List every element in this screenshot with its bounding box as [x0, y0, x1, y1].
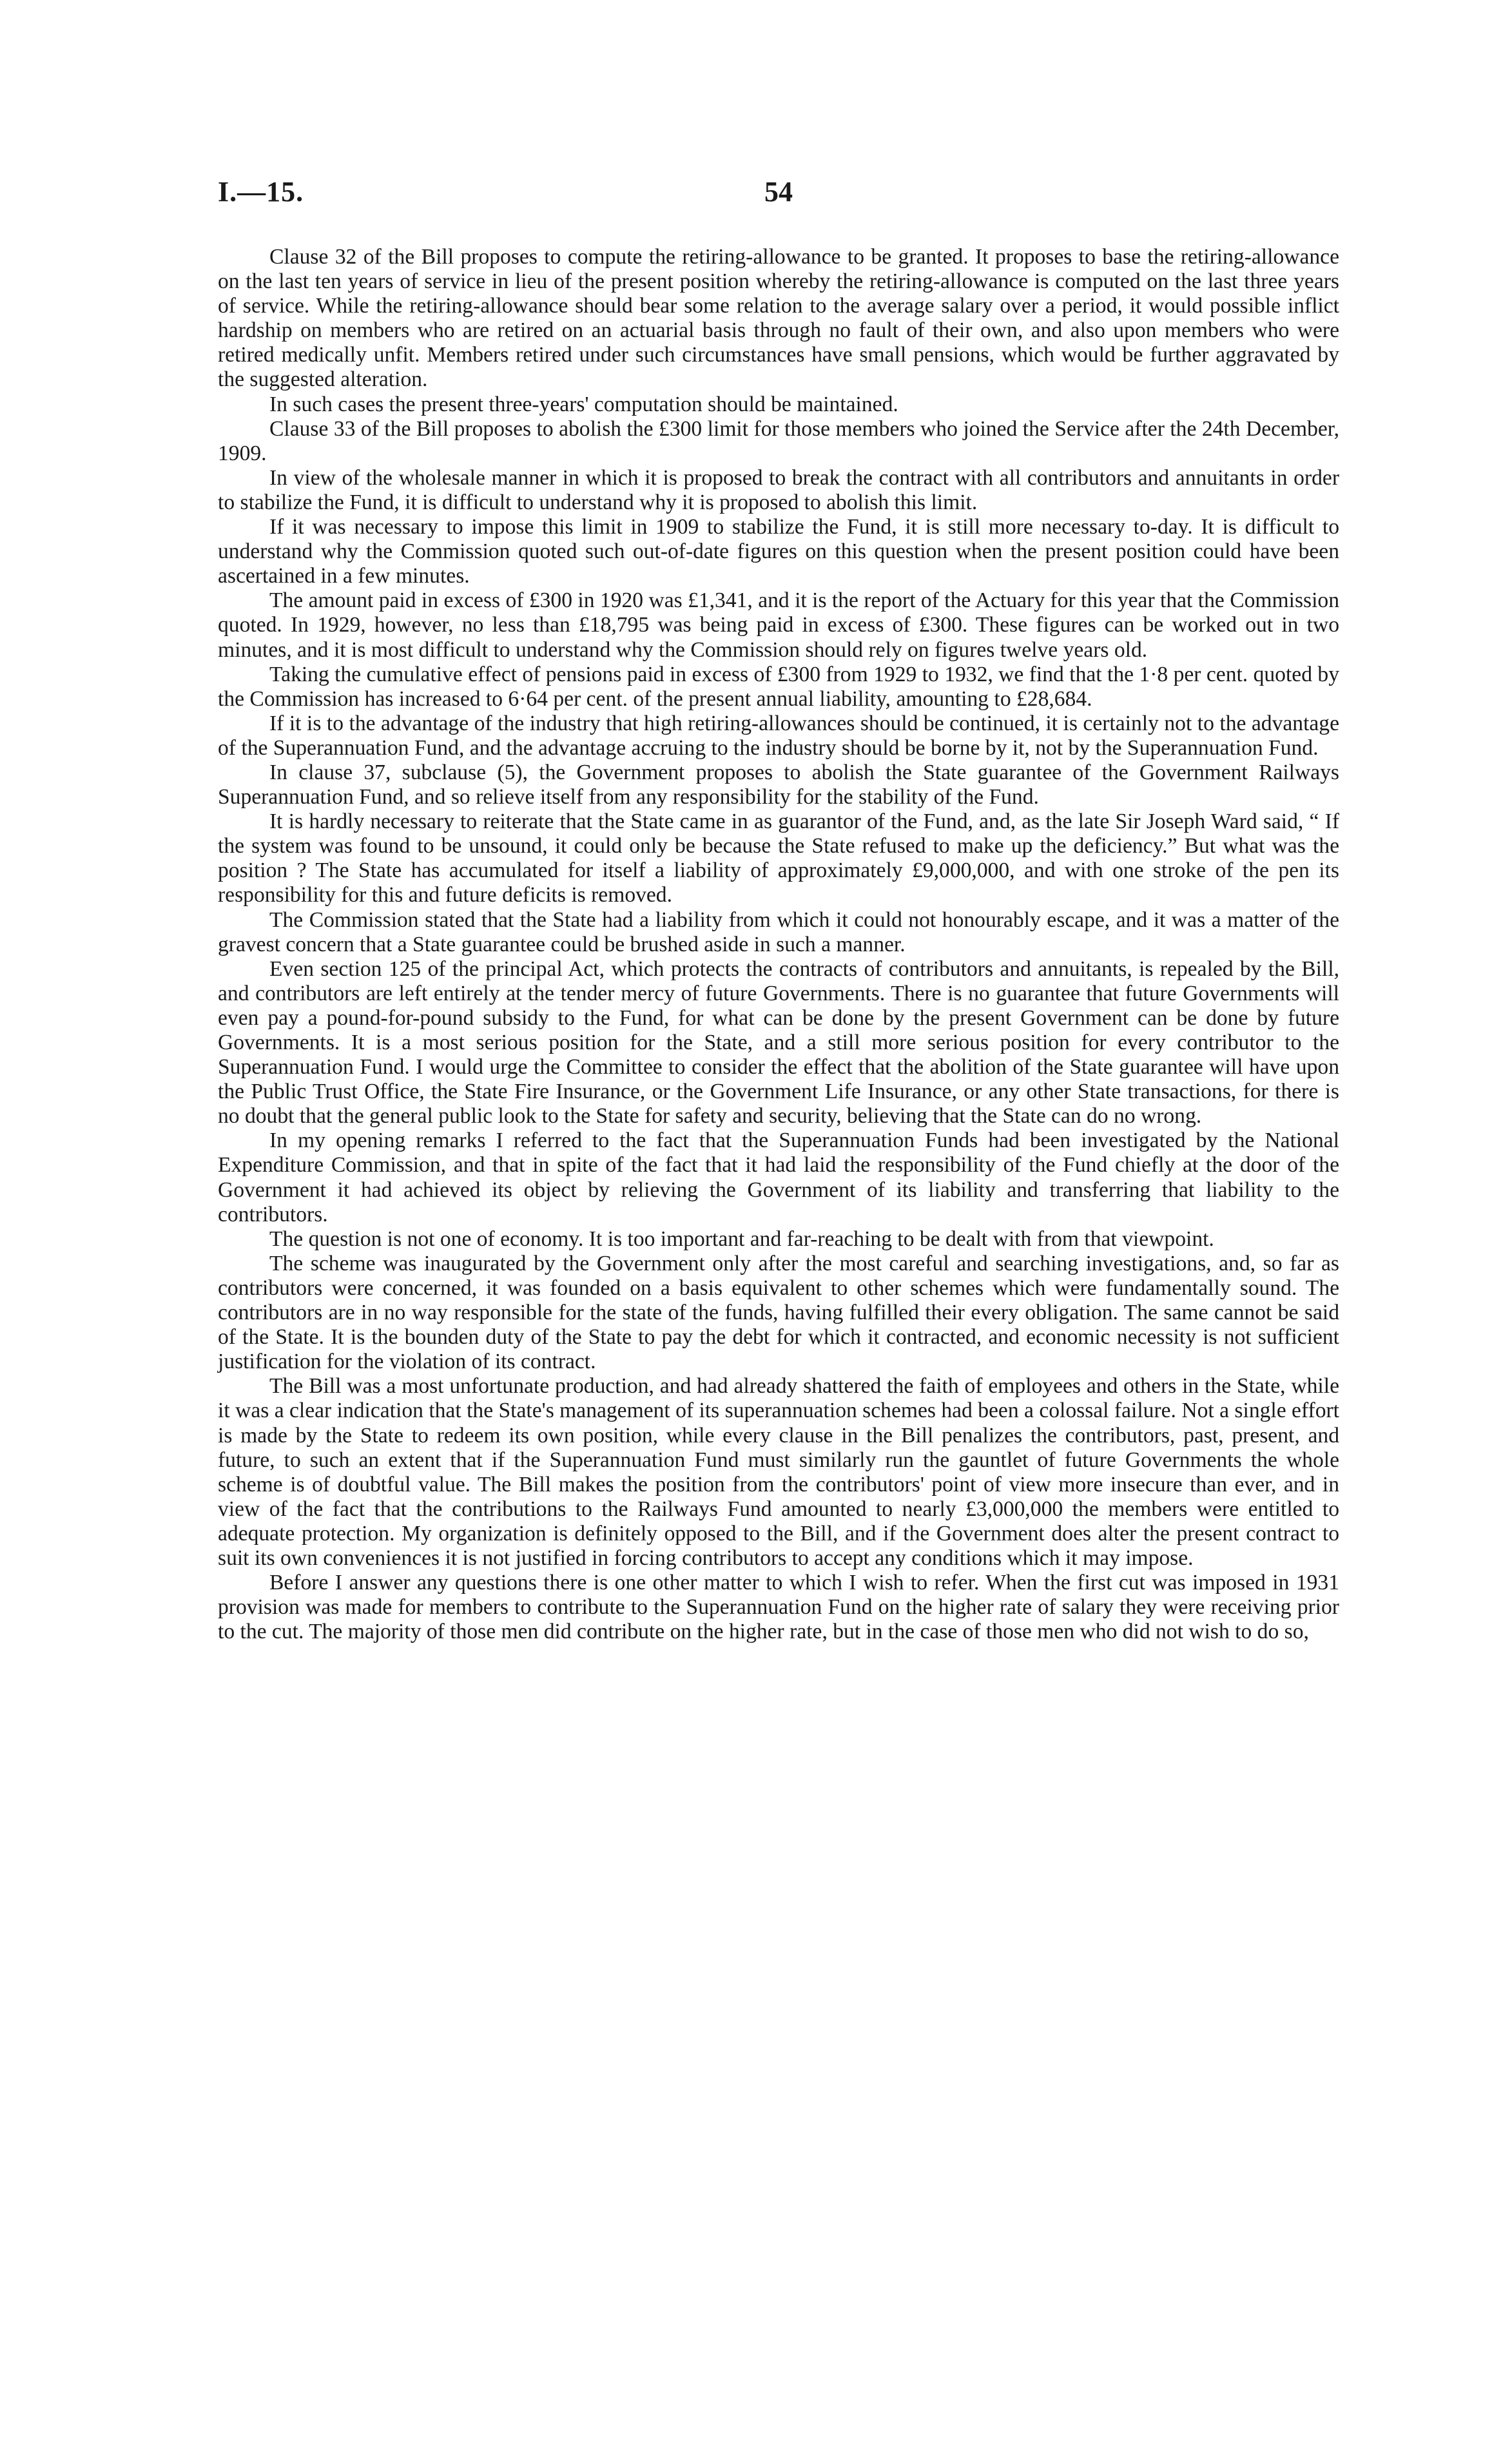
paragraph: If it was necessary to impose this limit in 1909 to stabilize the Fund, it is still more necessary to-day. It is difficult to understand why the Commission quoted such out-of-date figures on this question when the present position could have been ascertained in a few minutes. — [218, 515, 1339, 588]
page-header — [218, 175, 1339, 214]
page-number: 54 — [764, 176, 793, 208]
paragraph: The Bill was a most unfortunate production, and had already shattered the faith of employees and others in the State, while it was a clear indication that the State's management of its superannuation schemes had been a colossal failure. Not a single effort is made by the State to redeem its own position, while every clause in the Bill penalizes the contributors, past, present, and future, to such an extent that if the Superannuation Fund must similarly run the gauntlet of future Governments the whole scheme is of doubtful value. The Bill makes the position from the contributors' point of view more insecure than ever, and in view of the fact that the contributions to the Railways Fund amounted to nearly £3,000,000 the members were entitled to adequate protection. My organization is definitely opposed to the Bill, and if the Government does alter the present contract to suit its own conveniences it is not justified in forcing contributors to accept any conditions which it may impose. — [218, 1374, 1339, 1570]
body-text — [218, 245, 1339, 1644]
paragraph: In my opening remarks I referred to the fact that the Superannuation Funds had been investigated by the National Expenditure Commission, and that in spite of the fact that it had laid the responsibility of the Fund chiefly at the door of the Government it had achieved its object by relieving the Government of its liability and transferring that liability to the contributors. — [218, 1129, 1339, 1226]
paragraph: Taking the cumulative effect of pensions paid in excess of £300 from 1929 to 1932, we find that the 1·8 per cent. quoted by the Commission has increased to 6·64 per cent. of the present annual liability, amounting to £28,684. — [218, 662, 1339, 711]
paragraph: Clause 33 of the Bill proposes to abolish the £300 limit for those members who joined the Service after the 24th December, 1909. — [218, 416, 1339, 465]
paragraph: If it is to the advantage of the industry that high retiring-allowances should be continued, it is certainly not to the advantage of the Superannuation Fund, and the advantage accruing to the industry should be borne by it, not by the Superannuation Fund. — [218, 711, 1339, 760]
paragraph: The question is not one of economy. It is too important and far-reaching to be dealt with from that viewpoint. — [269, 1226, 1214, 1251]
paragraph: The Commission stated that the State had a liability from which it could not honourably escape, and it was a matter of the gravest concern that a State guarantee could be brushed aside in such a manner. — [218, 907, 1339, 956]
paragraph: In view of the wholesale manner in which it is proposed to break the contract with all contributors and annuitants in order to stabilize the Fund, it is difficult to understand why it is proposed to abolish this limit. — [218, 465, 1339, 514]
paragraph: It is hardly necessary to reiterate that the State came in as guarantor of the Fund, and, as the late Sir Joseph Ward said, “ If the system was found to be unsound, it could only be because the State refused to make up the deficiency.” But what was the position ? The State has accumulated for itself a liability of approximately £9,000,000, and with one stroke of the pen its responsibility for this and future deficits is removed. — [218, 809, 1339, 907]
paragraph: In such cases the present three-years' computation should be maintained. — [269, 392, 898, 416]
paragraph: Before I answer any questions there is one other matter to which I wish to refer. When the first cut was imposed in 1931 provision was made for members to contribute to the Superannuation Fund on the higher rate of salary they were receiving prior to the cut. The majority of those men did contribute on the higher rate, but in the case of those men who did not wish to do so, — [218, 1571, 1339, 1644]
paragraph: Even section 125 of the principal Act, which protects the contracts of contributors and annuitants, is repealed by the Bill, and contributors are left entirely at the tender mercy of future Governments. There is no guarantee that future Governments will even pay a pound-for-pound subsidy to the Fund, for what can be done by the present Government can be done by future Governments. It is a most serious position for the State, and a still more serious position for every contributor to the Superannuation Fund. I would urge the Committee to consider the effect that the abolition of the State guarantee will have upon the Public Trust Office, the State Fire Insurance, or the Government Life Insurance, or any other State transactions, for there is no doubt that the general public look to the State for safety and security, believing that the State can do no wrong. — [218, 956, 1339, 1129]
document-reference: I.—15. — [218, 176, 304, 208]
paragraph: The scheme was inaugurated by the Government only after the most careful and searching investigations, and, so far as contributors were concerned, it was founded on a basis equivalent to other schemes which were fundamentally sound. The contributors are in no way responsible for the state of the funds, having fulfilled their every obligation. The same cannot be said of the State. It is the bounden duty of the State to pay the debt for which it contracted, and economic necessity is not sufficient justification for the violation of its contract. — [218, 1251, 1339, 1374]
paragraph: Clause 32 of the Bill proposes to compute the retiring-allowance to be granted. It proposes to base the retiring-allowance on the last ten years of service in lieu of the present position whereby the retiring-allowance is computed on the last three years of service. While the retiring-allowance should bear some relation to the average salary over a period, it would possible inflict hardship on members who are retired on an actuarial basis through no fault of their own, and also upon members who were retired medically unfit. Members retired under such circumstances have small pensions, which would be further aggravated by the suggested alteration. — [218, 245, 1339, 392]
paragraph: The amount paid in excess of £300 in 1920 was £1,341, and it is the report of the Actuary for this year that the Commission quoted. In 1929, however, no less than £18,795 was being paid in excess of £300. These figures can be worked out in two minutes, and it is most difficult to understand why the Commission should rely on figures twelve years old. — [218, 588, 1339, 662]
paragraph: In clause 37, subclause (5), the Government proposes to abolish the State guarantee of the Government Railways Superannuation Fund, and so relieve itself from any responsibility for the stability of the Fund. — [218, 760, 1339, 809]
